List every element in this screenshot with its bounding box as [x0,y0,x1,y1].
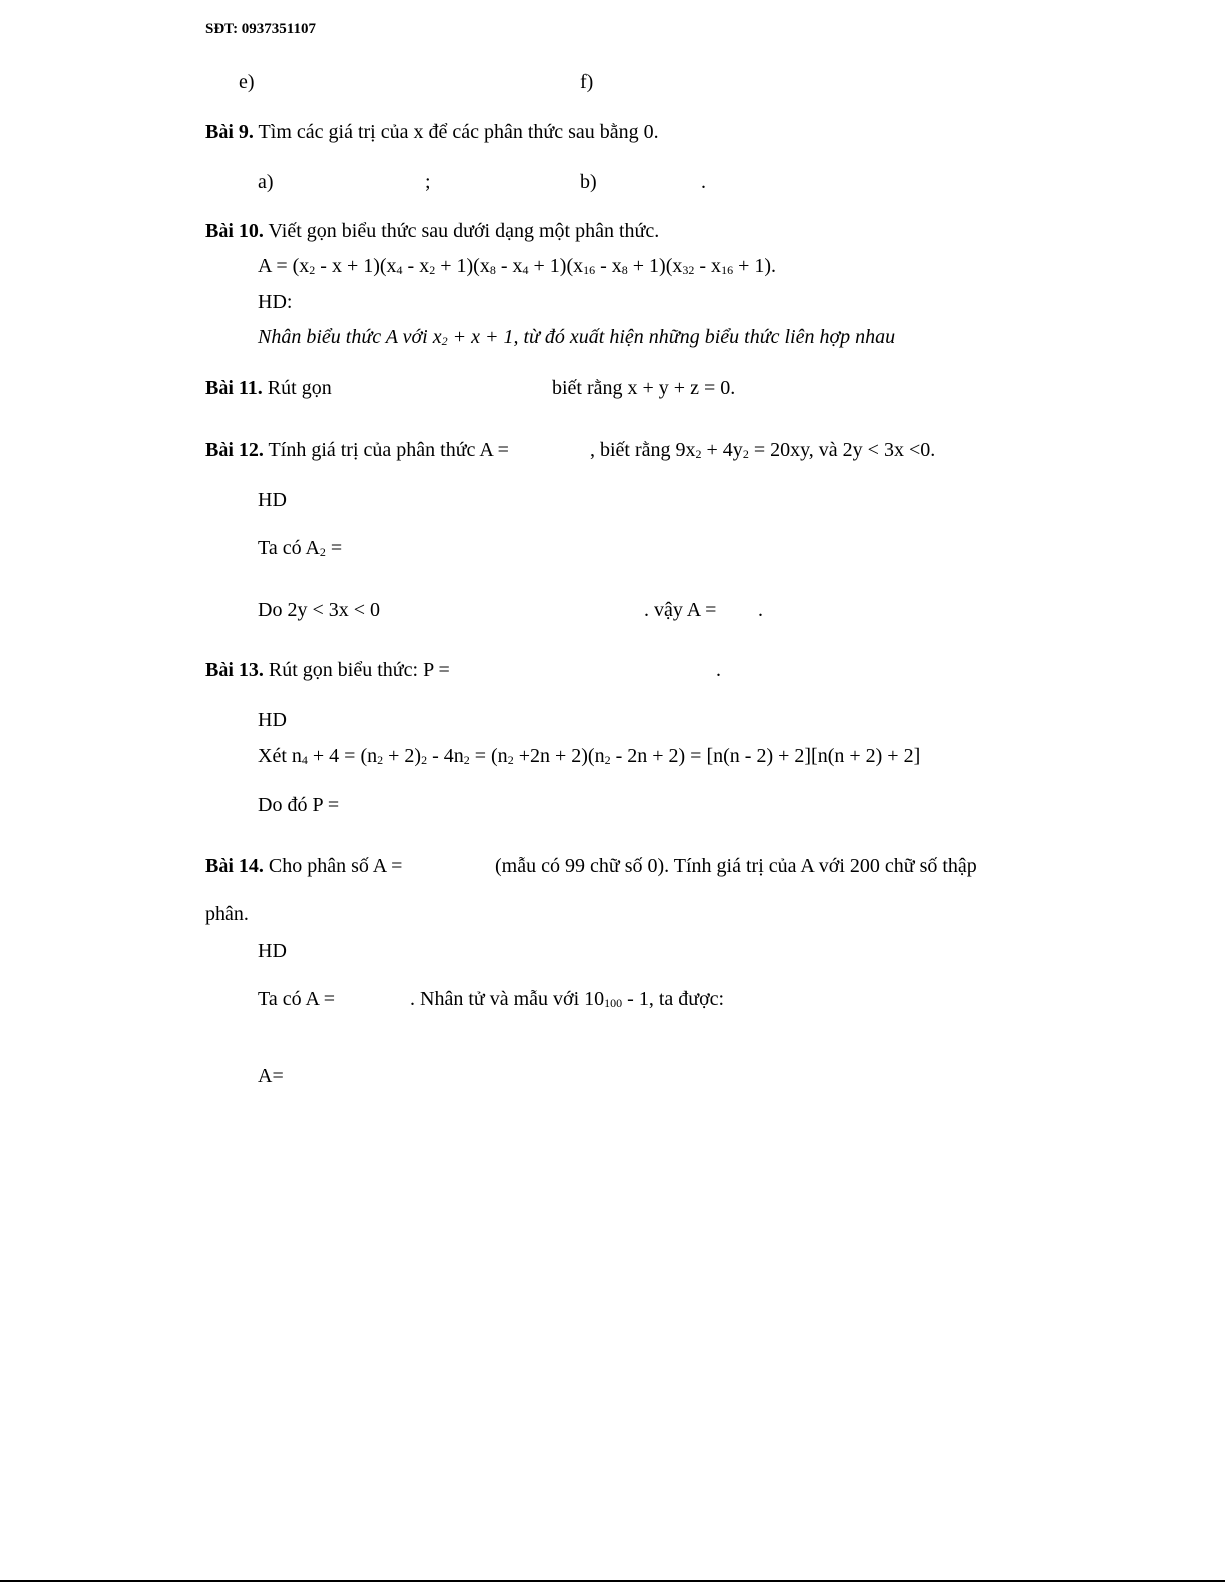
problem-10-title: Bài 10. [205,220,264,242]
exponent: 2 [742,447,749,461]
problem-11 [205,378,332,398]
problem-10-text: Viết gọn biểu thức sau dưới dạng một phân thức. [263,220,660,242]
problem-13-dot: . [716,659,721,681]
xet-part: + 2) [383,745,422,767]
exponent: 32 [682,263,695,277]
xet-part: Xét n [258,745,302,767]
eq-part: - x [495,255,523,277]
hint-part: Nhân biểu thức A với x [258,326,442,348]
problem-14-text: Cho phân số A = [263,855,403,877]
problem-12-hd: HD [258,489,287,511]
exponent: 2 [463,753,470,767]
problem-11-title: Bài 11. [205,377,263,399]
exponent: 2 [421,753,428,767]
xet-part: - 4n [427,745,464,767]
problem-9-text: Tìm các giá trị của x để các phân thức sau bằng 0. [253,121,659,143]
problem-13-title: Bài 13. [205,659,264,681]
eq-part: + 1)(x [435,255,490,277]
nhan-part: . Nhân tử và mẫu với 10 [410,988,605,1010]
trailing-dot: . [701,171,706,193]
problem-10-equation [258,256,776,276]
problem-12-text: Tính giá trị của phân thức A = [263,439,509,461]
problem-14-ta-co: Ta có A = [258,988,336,1010]
eq-part: - x [402,255,430,277]
problem-12 [205,440,509,460]
problem-14-condition: (mẫu có 99 chữ số 0). Tính giá trị của A với 200 chữ số thập [495,855,977,877]
cond-part: , biết rằng 9x [590,439,696,461]
eq-part: + 1). [733,255,777,277]
problem-13-do-do: Do đó P = [258,794,340,816]
problem-10-hd: HD: [258,291,293,313]
cond-part: + 4y [701,439,743,461]
exponent: 16 [721,263,734,277]
problem-10 [205,221,659,241]
xet-part: - 2n + 2) = [n(n - 2) + 2][n(n + 2) + 2] [610,745,921,767]
problem-12-do: Do 2y < 3x < 0 [258,599,381,621]
exponent: 2 [441,334,448,348]
exponent: 2 [695,447,702,461]
exponent: 2 [377,753,384,767]
problem-14 [205,856,402,876]
problem-9 [205,122,659,142]
exponent: 2 [429,263,436,277]
problem-11-text: Rút gọn [262,377,332,399]
problem-12-condition [590,440,935,460]
eq-part: - x [694,255,722,277]
cond-part: = 20xy, và 2y < 3x <0. [748,439,936,461]
exponent: 2 [507,753,514,767]
exponent: 8 [489,263,496,277]
problem-11-condition: biết rằng x + y + z = 0. [552,377,736,399]
problem-14-title: Bài 14. [205,855,264,877]
semicolon: ; [425,171,431,193]
exponent: 2 [319,545,326,559]
ta-co-part: Ta có A [258,537,320,559]
xet-part: = (n [469,745,508,767]
ta-co-part: = [325,537,343,559]
label-f: f) [580,71,594,93]
problem-12-dot: . [758,599,763,621]
problem-12-vay: . vậy A = [644,599,717,621]
problem-14-nhan [410,989,724,1009]
problem-14-continued: phân. [205,903,249,925]
problem-12-title: Bài 12. [205,439,264,461]
xet-part: + 4 = (n [307,745,378,767]
label-a: a) [258,171,274,193]
exponent: 2 [604,753,611,767]
xet-part: +2n + 2)(n [513,745,605,767]
problem-9-title: Bài 9. [205,121,254,143]
exponent: 4 [301,753,308,767]
exponent: 4 [522,263,529,277]
hint-part: + x + 1, từ đó xuất hiện những biểu thức liên hợp nhau [447,326,896,348]
eq-part: A = (x [258,255,310,277]
nhan-part: - 1, ta được: [622,988,725,1010]
exponent: 4 [396,263,403,277]
label-b: b) [580,171,597,193]
problem-10-hint [258,327,895,347]
eq-part: - x [595,255,622,277]
eq-part: - x + 1)(x [315,255,397,277]
problem-14-a-equals: A= [258,1065,284,1087]
header-phone: SĐT: 0937351107 [205,21,316,37]
problem-13-xet [258,746,920,766]
exponent: 2 [309,263,316,277]
exponent: 8 [621,263,628,277]
problem-14-hd: HD [258,940,287,962]
eq-part: + 1)(x [627,255,683,277]
problem-12-ta-co [258,538,342,558]
exponent: 100 [604,996,623,1010]
eq-part: + 1)(x [528,255,584,277]
exponent: 16 [583,263,596,277]
page-bottom-rule [0,1580,1225,1582]
problem-13-hd: HD [258,709,287,731]
label-e: e) [239,71,255,93]
problem-13-text: Rút gọn biểu thức: P = [263,659,450,681]
problem-13 [205,660,450,680]
